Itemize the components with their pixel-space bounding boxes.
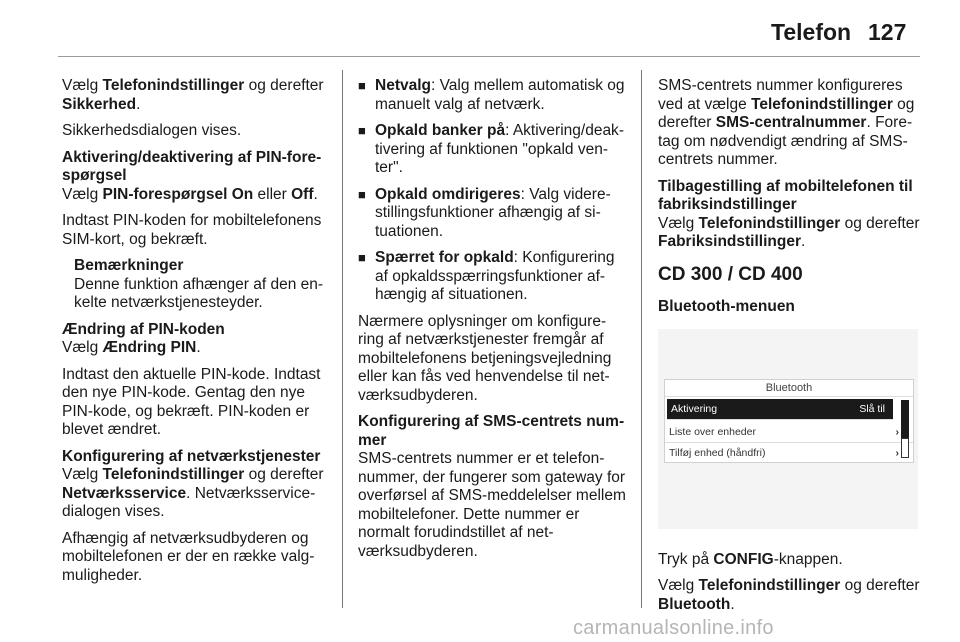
column-1 [62, 77, 330, 593]
menu-term: Telefonindstillinger [102, 466, 245, 483]
paragraph [62, 339, 330, 358]
text: og derefter [840, 577, 920, 594]
column-divider [342, 70, 343, 608]
header-title: Telefon [771, 19, 852, 45]
menu-term: PIN-forespørgsel On [102, 185, 254, 203]
paragraph: Indtast den aktuelle PIN-kode. Indtast den nye PIN-kode. Gentag den nye PIN-kode, og bekræft. PIN-koden er blevet ændret. [62, 365, 321, 438]
menu-row-label: Tilføj enhed (håndfri) [669, 446, 766, 459]
list-item [358, 122, 626, 178]
subheading: Tilbagestilling af mobiltelefonen til fabriksindstillinger [658, 177, 913, 213]
bluetooth-menu-screenshot [658, 329, 918, 529]
text: : Konfigurering af opkaldsspærringsfunktioner afhængig af situationen. [375, 249, 615, 303]
menu-term: Bluetooth [658, 595, 731, 613]
paragraph: Afhængig af netværksudbyderen og mobiltelefonen er der en række valgmuligheder. [62, 529, 315, 584]
paragraph [62, 466, 330, 522]
note-box [62, 257, 330, 313]
column-3 [658, 77, 922, 622]
text: og derefter [244, 466, 324, 483]
column-divider [641, 70, 642, 608]
text: Vælg [62, 339, 103, 356]
note-title: Bemærkninger [74, 257, 184, 274]
text: -knappen. [773, 550, 843, 568]
text: Vælg [658, 214, 699, 232]
menu-term: Telefonindstillinger [698, 214, 841, 232]
menu-term: Opkald omdirigeres [375, 185, 521, 203]
menu-term: Opkald banker på [375, 122, 506, 139]
header-rule [58, 56, 920, 57]
menu-term: SMS-centralnummer [715, 114, 867, 131]
subheading: Konfigurering af SMS-centrets nummer [358, 413, 625, 449]
text: og derefter [244, 77, 324, 94]
list-item [358, 186, 626, 242]
menu-term: Telefonindstillinger [102, 77, 245, 94]
text: . [730, 595, 735, 613]
watermark: carmanualsonline.info [573, 617, 774, 639]
display-screen [664, 379, 914, 463]
text: . Netværksservicedialogen vises. [62, 484, 316, 520]
menu-term: Telefonindstillinger [751, 95, 893, 113]
screen-title: Bluetooth [665, 380, 913, 397]
menu-row-label: Liste over enheder [669, 425, 756, 438]
text: . [136, 95, 141, 113]
text: . [800, 233, 806, 250]
section-heading: CD 300 / CD 400 [658, 263, 803, 285]
text: Vælg [658, 577, 699, 594]
text: Vælg [62, 185, 103, 203]
text: Vælg [62, 466, 103, 483]
page-number: 127 [868, 19, 907, 45]
note-text: Denne funktion afhænger af den enkelte netværkstjenesteyder. [74, 275, 324, 311]
subheading: Bluetooth-menuen [658, 298, 795, 315]
chevron-right-icon: › [895, 446, 899, 459]
menu-term: Fabriksindstillinger [658, 233, 801, 250]
text: : Valg viderestillingsfunktioner afhængig af situationen. [375, 185, 611, 240]
paragraph: Nærmere oplysninger om konfigurering af netværkstjenester fremgår af mobiltelefonens betjeningsvejledning eller kan fås ved henvendelse til netværksudbyderen. [358, 312, 612, 404]
menu-row-value: Slå til [859, 402, 885, 415]
text: og derefter [658, 95, 915, 131]
paragraph: Indtast PIN-koden for mobiltelefonens SIM-kort, og bekræft. [62, 212, 322, 248]
list-item [358, 77, 626, 114]
scrollbar-track [901, 438, 909, 458]
menu-term: Off [291, 185, 314, 203]
paragraph [658, 215, 922, 252]
button-term: CONFIG [713, 550, 774, 568]
subheading: Ændring af PIN-koden [62, 320, 225, 338]
menu-row-device-list [665, 422, 913, 443]
text: Tryk på [658, 550, 714, 568]
paragraph [62, 77, 330, 114]
chevron-right-icon: › [895, 425, 899, 438]
menu-term: Netvalg [375, 77, 431, 94]
text: eller [253, 185, 292, 203]
menu-row-add-device [665, 443, 913, 463]
menu-term: Netværksservice [62, 484, 187, 502]
text: Vælg [62, 77, 103, 94]
text: og derefter [840, 214, 920, 232]
menu-row-activation [667, 399, 893, 420]
paragraph [658, 577, 922, 614]
text: SMS-centrets nummer konfigureres ved at vælge [658, 77, 903, 113]
paragraph: Sikkerhedsdialogen vises. [62, 122, 242, 139]
column-2 [358, 77, 626, 569]
text: : Valg mellem automatisk og manuelt valg af netværk. [375, 77, 625, 113]
subheading: Konfigurering af netværkstjenester [62, 447, 321, 465]
bullet-list [358, 77, 626, 305]
menu-term: Telefonindstillinger [698, 577, 841, 594]
text: . Foretag om nødvendigt ændring af SMS-centrets nummer. [658, 114, 913, 168]
menu-row-label: Aktivering [671, 402, 718, 415]
paragraph [62, 186, 330, 205]
paragraph: SMS-centrets nummer er et telefonnummer, der fungerer som gateway for overførsel af SMS-meddelelser mellem mobiltelefoner. Dette nummer er normalt forudindstillet af netværksudbyderen. [358, 450, 626, 560]
menu-term: Sikkerhed [62, 95, 137, 113]
text: . [313, 185, 318, 203]
menu-term: Spærret for opkald [375, 249, 514, 266]
menu-term: Ændring PIN [102, 339, 197, 356]
paragraph [658, 551, 922, 570]
text: : Aktivering/deaktivering af funktionen "opkald venter". [375, 122, 624, 176]
paragraph [658, 77, 922, 170]
list-item [358, 249, 626, 305]
subheading: Aktivering/deaktivering af PIN-forespørgsel [62, 148, 322, 184]
text: . [196, 339, 201, 356]
